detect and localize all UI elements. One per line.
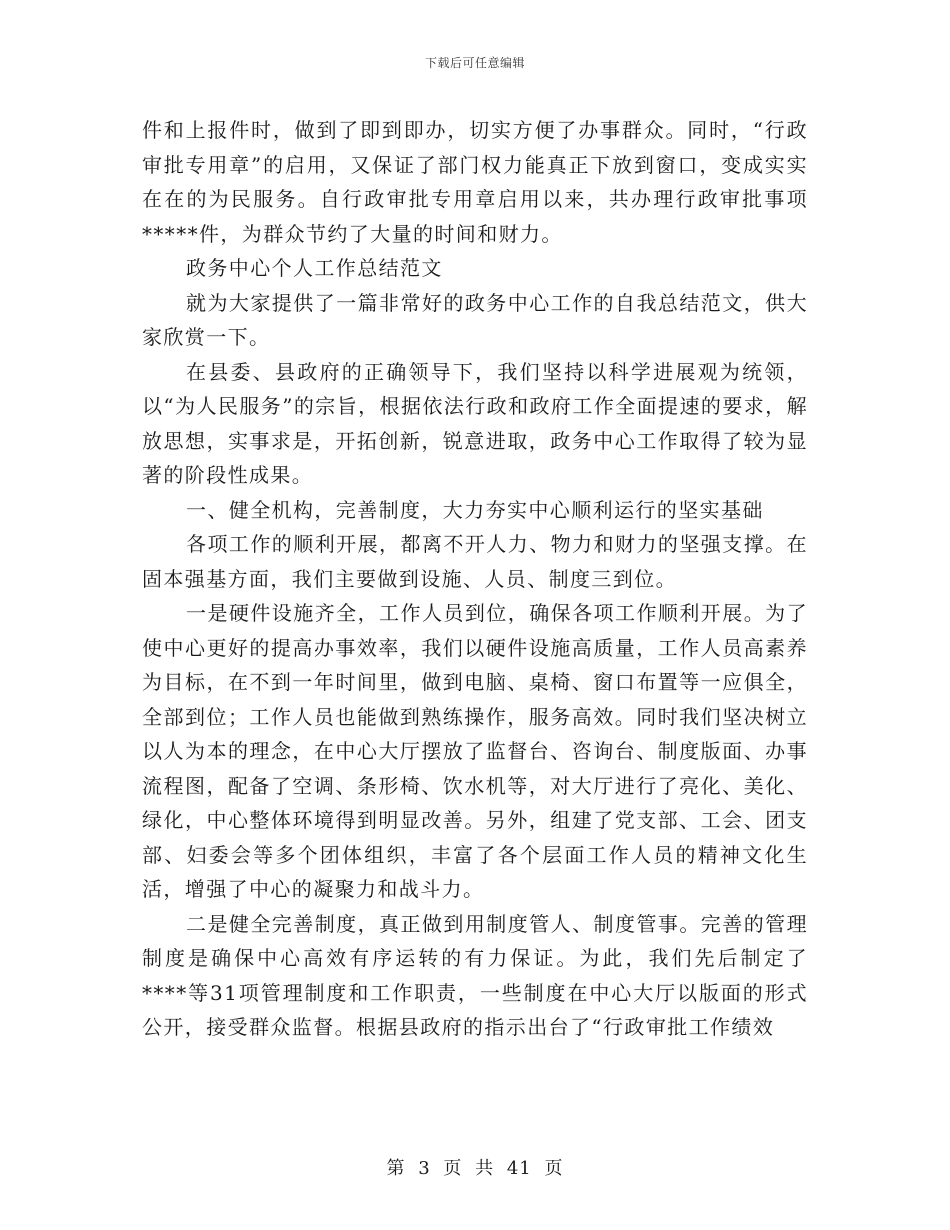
paragraph-6: 二是健全完善制度，真正做到用制度管人、制度管事。完善的管理制度是确保中心高效有序运转的有力保证。为此，我们先后制定了****等31项管理制度和工作职责，一些制度在中心大厅以版面的形式公开，接受群众监督。根据县政府的指示出台了“行政审批工作绩效 <box>142 911 808 1039</box>
paragraph-2: 就为大家提供了一篇非常好的政务中心工作的自我总结范文，供大家欣赏一下。 <box>142 290 808 349</box>
paragraph-5: 一是硬件设施齐全，工作人员到位，确保各项工作顺利开展。为了使中心更好的提高办事效率，我们以硬件设施高质量，工作人员高素养为目标，在不到一年时间里，做到电脑、桌椅、窗口布置等一应俱全，全部到位；工作人员也能做到熟练操作，服务高效。同时我们坚决树立以人为本的理念，在中心大厅摆放了监督台、咨询台、制度版面、办事流程图，配备了空调、条形椅、饮水机等，对大厅进行了亮化、美化、绿化，中心整体环境得到明显改善。另外，组建了党支部、工会、团支部、妇委会等多个团体组织，丰富了各个层面工作人员的精神文化生活，增强了中心的凝聚力和战斗力。 <box>142 601 808 901</box>
section-title: 政务中心个人工作总结范文 <box>186 256 443 280</box>
paragraph-1: 件和上报件时，做到了即到即办，切实方便了办事群众。同时，“行政审批专用章”的启用，又保证了部门权力能真正下放到窗口，变成实实在在的为民服务。自行政审批专用章启用以来，共办理行政审批事项*****件，为群众节约了大量的时间和财力。 <box>142 118 808 246</box>
paragraph-4: 各项工作的顺利开展，都离不开人力、物力和财力的坚强支撑。在固本强基方面，我们主要做到设施、人员、制度三到位。 <box>142 532 808 591</box>
paragraph-3: 在县委、县政府的正确领导下，我们坚持以科学进展观为统领，以“为人民服务”的宗旨，根据依法行政和政府工作全面提速的要求，解放思想，实事求是，开拓创新，锐意进取，政务中心工作取得了较为显著的阶段性成果。 <box>142 359 808 487</box>
page-header: 下载后可任意编辑 <box>424 56 525 70</box>
section-heading-1: 一、健全机构，完善制度，大力夯实中心顺利运行的坚实基础 <box>186 497 764 522</box>
document-body <box>142 113 808 1045</box>
page-number: 第 3 页 共 41 页 <box>386 1158 564 1179</box>
